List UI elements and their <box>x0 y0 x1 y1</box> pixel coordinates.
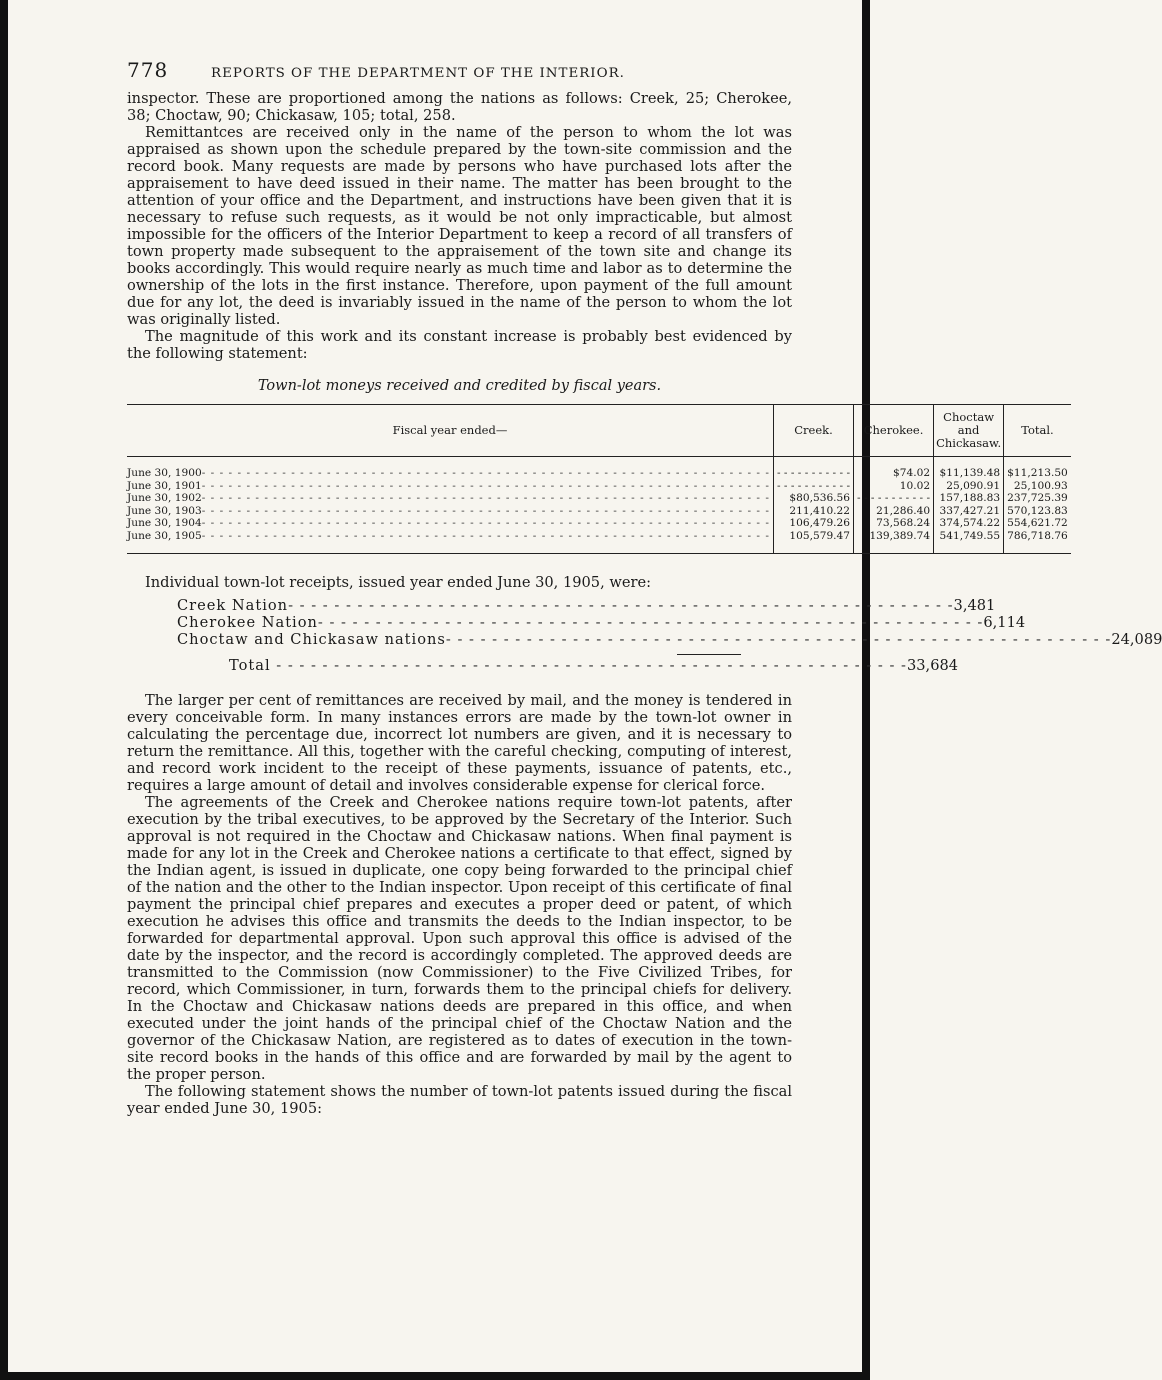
cell-total: 25,100.93 <box>1013 479 1068 492</box>
receipts-total-label: Total <box>229 656 271 674</box>
header-creek: Creek. <box>773 405 853 457</box>
document-page <box>127 58 1162 1117</box>
town-lot-moneys-table <box>127 404 1071 554</box>
receipts-row <box>177 613 1026 631</box>
cell-fiscal-year <box>127 492 773 505</box>
receipts-nation-name: Cherokee Nation <box>177 613 318 631</box>
table-row <box>127 457 1071 480</box>
fiscal-year-label: June 30, 1904 <box>127 517 202 530</box>
receipts-intro: Individual town-lot receipts, issued year ended June 30, 1905, were: <box>145 573 652 591</box>
scan-edge-bottom <box>0 1372 870 1380</box>
dot-leader: - - - - - - - - - - - - - - - - - - - - - - - - - - - - - - - - - - - - - - - - - - - - - - - - - - - - - - - - - - - - - - - - <box>201 467 770 479</box>
header-cherokee: Cherokee. <box>854 405 934 457</box>
cell-creek: - - - - - - - - - - - <box>773 480 853 493</box>
table-title: Town-lot moneys received and credited by fiscal years. <box>257 378 662 394</box>
running-title: REPORTS OF THE DEPARTMENT OF THE INTERIOR. <box>211 66 625 81</box>
cell-creek: 106,479.26 <box>773 517 853 530</box>
paragraph-4: The larger per cent of remittances are received by mail, and the money is tendered in every conceivable form. In many instances errors are made by the town-lot owner in calculating the percentage due, incorrect lot numbers are given, and it is necessary to return the remittance. All this, together with the careful checking, computing of interest, and record work incident to the receipt of these payments, issuance of patents, etc., requires a large amount of detail and involves considerable expense for clerical force. <box>127 691 792 794</box>
cell-choctaw-chickasaw: 157,188.83 <box>934 492 1004 505</box>
fiscal-year-label: June 30, 1901 <box>127 479 202 492</box>
cell-choctaw-chickasaw: 337,427.21 <box>934 505 1004 518</box>
dot-leader: - - - - - - - - - - - - - - - - - - - - - - - - - - - - - - - - - - - - - - - - - - - - - - - - - - - - - - - - - - - - - - - - <box>201 504 770 517</box>
scan-edge-right <box>862 0 870 1380</box>
cell-fiscal-year <box>127 530 773 553</box>
cell-fiscal-year <box>127 517 773 530</box>
cell-creek: $80,536.56 <box>773 492 853 505</box>
cell-choctaw-chickasaw: 374,574.22 <box>934 517 1004 530</box>
cell-total: $11,213.50 <box>1007 467 1068 479</box>
header-total: Total. <box>1004 405 1071 457</box>
cell-total: 554,621.72 <box>1007 517 1068 530</box>
paragraph-2: Remittantces are received only in the name of the person to whom the lot was appraised as shown upon the schedule prepared by the town-site commission and the record book. Many requests are made by persons who have purchased lots after the appraisement to have deed issued in their name. The matter has been brought to the attention of your office and the Department, and instructions have been given that it is necessary to refuse such requests, as it would be not only impracticable, but almost impossible for the officers of the Interior Department to keep a record of all transfers of town property made subsequent to the appraisement of the town site and change its books accordingly. This would require nearly as much time and labor as to determine the ownership of the lots in the first instance. Therefore, upon payment of the full amount due for any lot, the deed is invariably issued in the name of the person to whom the lot was originally listed. <box>127 124 792 328</box>
table-header-row <box>127 405 1071 457</box>
cell-creek: 105,579.47 <box>773 530 853 553</box>
receipts-row <box>177 630 1162 648</box>
cell-total: 570,123.83 <box>1007 504 1068 517</box>
cell-fiscal-year <box>127 457 773 480</box>
receipts-list <box>177 596 1162 674</box>
cell-choctaw-chickasaw: $11,139.48 <box>934 457 1004 480</box>
dot-leader: - - - - - - - - - - - - - - - - - - - - - - - - - - - - - - - - - - - - - - - - - - - - - - - - - - - - - - - - - - <box>288 596 954 614</box>
dot-leader: - - - - - - - - - - - - - - - - - - - - - - - - - - - - - - - - - - - - - - - - - - - - - - - - - - - - - - - - - - - - - - - - <box>201 479 770 492</box>
dot-leader: - - - - - - - - - - - - - - - - - - - - - - - - - - - - - - - - - - - - - - - - - - - - - - - - - - - - - - - <box>270 656 907 674</box>
cell-creek: 211,410.22 <box>773 505 853 518</box>
cell-creek: - - - - - - - - - - - <box>773 457 853 480</box>
dot-leader: - - - - - - - - - - - - - - - - - - - - - - - - - - - - - - - - - - - - - - - - - - - - - - - - - - - - - - - - - - <box>317 613 984 631</box>
receipts-total-count: 33,684 <box>906 656 959 674</box>
cell-total: 237,725.39 <box>1007 492 1068 505</box>
cell-total: 786,718.76 <box>1007 529 1068 542</box>
paragraph-6: The following statement shows the number of town-lot patents issued during the fiscal year ended June 30, 1905: <box>127 1082 792 1117</box>
cell-fiscal-year <box>127 505 773 518</box>
dot-leader: - - - - - - - - - - - - - - - - - - - - - - - - - - - - - - - - - - - - - - - - - - - - - - - - - - - - - - - - - - - - - - - - <box>201 529 770 542</box>
table-row <box>127 505 1071 518</box>
receipts-row <box>177 596 996 614</box>
cell-cherokee: 73,568.24 <box>854 517 934 530</box>
cell-fiscal-year <box>127 480 773 493</box>
fiscal-year-label: June 30, 1905 <box>127 529 202 542</box>
receipts-total-row <box>177 656 959 674</box>
cell-cherokee: 21,286.40 <box>854 505 934 518</box>
fiscal-year-label: June 30, 1900 <box>127 467 202 479</box>
table-row <box>127 492 1071 505</box>
fiscal-year-label: June 30, 1902 <box>127 492 202 505</box>
fiscal-year-label: June 30, 1903 <box>127 504 202 517</box>
receipts-count: 6,114 <box>983 613 1026 631</box>
paragraph-1: inspector. These are proportioned among the nations as follows: Creek, 25; Cherokee, 38; Choctaw, 90; Chickasaw, 105; total, 258. <box>127 90 792 124</box>
running-head <box>127 58 792 90</box>
header-choctaw-chickasaw: Choctaw and Chickasaw. <box>934 405 1004 457</box>
scan-edge-left <box>0 0 8 1380</box>
table-row <box>127 517 1071 530</box>
receipts-nation-name: Choctaw and Chickasaw nations <box>177 630 446 648</box>
receipts-count: 3,481 <box>953 596 996 614</box>
total-rule <box>677 654 741 655</box>
cell-cherokee: $74.02 <box>854 457 934 480</box>
cell-cherokee: 139,389.74 <box>854 530 934 553</box>
dot-leader: - - - - - - - - - - - - - - - - - - - - - - - - - - - - - - - - - - - - - - - - - - - - - - - - - - - - - - - - - - <box>445 630 1112 648</box>
header-fiscal-year: Fiscal year ended— <box>127 405 773 457</box>
cell-choctaw-chickasaw: 25,090.91 <box>934 480 1004 493</box>
receipts-count: 24,089 <box>1111 630 1162 648</box>
cell-choctaw-chickasaw: 541,749.55 <box>934 530 1004 553</box>
paragraph-5: The agreements of the Creek and Cherokee nations require town-lot patents, after execution by the tribal executives, to be approved by the Secretary of the Interior. Such approval is not required in the Choctaw and Chickasaw nations. When final payment is made for any lot in the Creek and Cherokee nations a certificate to that effect, signed by the Indian agent, is issued in duplicate, one copy being forwarded to the principal chief of the nation and the other to the Indian inspector. Upon receipt of this certificate of final payment the principal chief prepares and executes a proper deed or patent, of which execution he advises this office and transmits the deeds to the Indian inspector, to be forwarded for departmental approval. Upon such approval this office is advised of the date by the inspector, and the record is accordingly completed. The approved deeds are transmitted to the Commission (now Commissioner) to the Five Civilized Tribes, for record, which Commissioner, in turn, forwards them to the principal chiefs for delivery. In the Choctaw and Chickasaw nations deeds are prepared in this office, and when executed under the joint hands of the principal chief of the Choctaw Nation and the governor of the Chickasaw Nation, are registered as to dates of execution in the town-site record books in the hands of this office and are forwarded by mail by the agent to the proper person. <box>127 793 792 1083</box>
paragraph-3: The magnitude of this work and its constant increase is probably best evidenced by the following statement: <box>127 328 792 362</box>
cell-cherokee: - - - - - - - - - - - <box>854 492 934 505</box>
page-number: 778 <box>127 58 169 82</box>
table-row <box>127 530 1071 553</box>
receipts-nation-name: Creek Nation <box>177 596 289 614</box>
table-row <box>127 480 1071 493</box>
dot-leader: - - - - - - - - - - - - - - - - - - - - - - - - - - - - - - - - - - - - - - - - - - - - - - - - - - - - - - - - - - - - - - - - <box>201 517 770 530</box>
dot-leader: - - - - - - - - - - - - - - - - - - - - - - - - - - - - - - - - - - - - - - - - - - - - - - - - - - - - - - - - - - - - - - - - <box>201 492 770 505</box>
cell-cherokee: 10.02 <box>854 480 934 493</box>
